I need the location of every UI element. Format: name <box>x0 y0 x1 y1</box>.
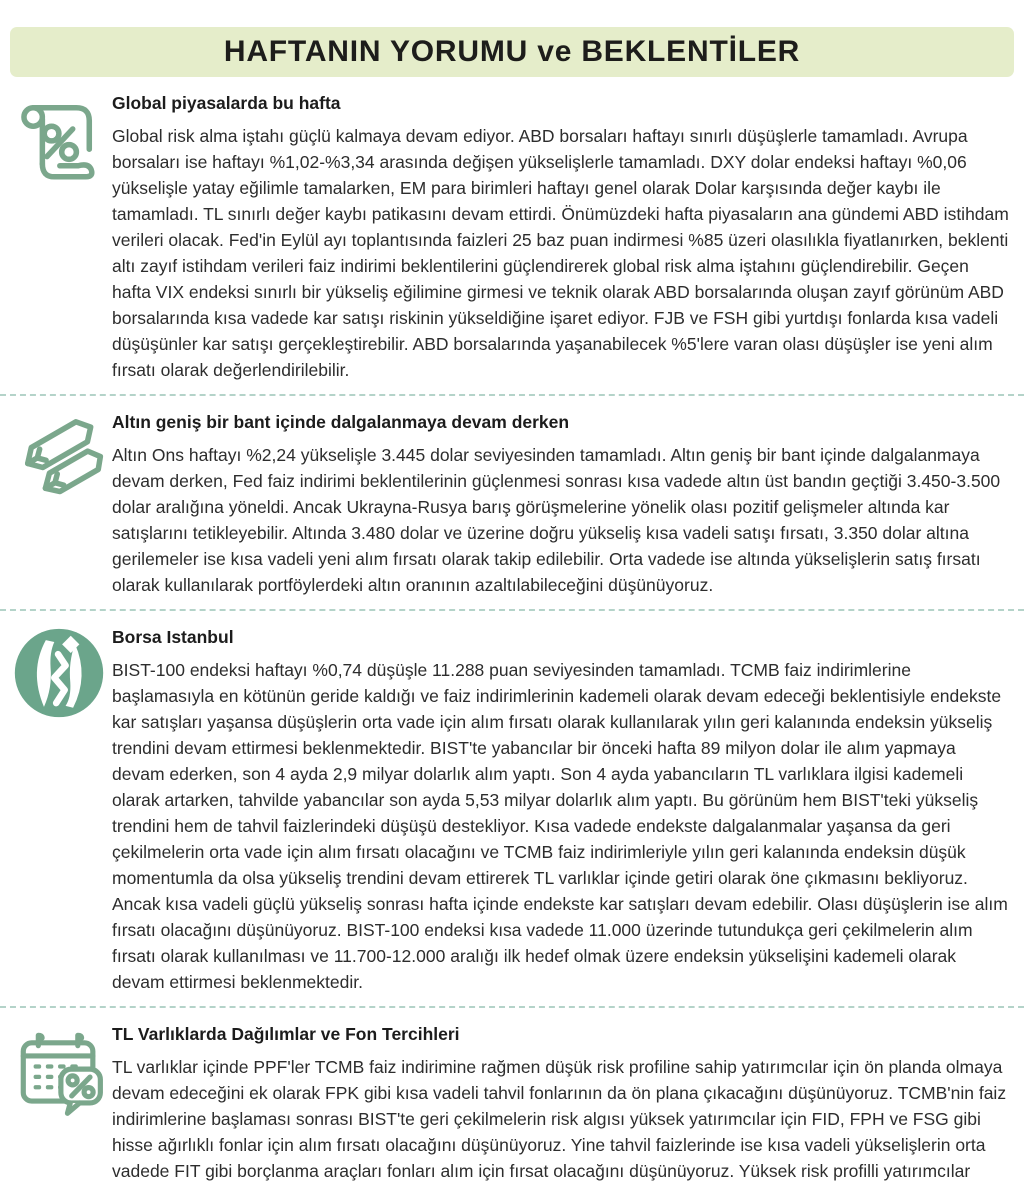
page-header <box>10 27 1014 77</box>
section-global-markets <box>0 77 1024 394</box>
section-gold <box>0 396 1024 609</box>
bist-logo-icon <box>12 624 112 720</box>
calendar-percent-icon <box>12 1021 112 1119</box>
section-title: TL Varlıklarda Dağılımlar ve Fon Tercihleri <box>112 1024 460 1044</box>
section-title: Global piyasalarda bu hafta <box>112 93 341 113</box>
section-body: Altın Ons haftayı %2,24 yükselişle 3.445 dolar seviyesinden tamamladı. Altın geniş bir bant içinde dalgalanmaya devam derken, Fed faiz indirimi beklentilerinin güçlenmesi sonrası kısa vadede altın üst bandın geçtiği 3.450-3.500 dolar aralığına yöneldi. Ancak Ukrayna-Rusya barış görüşmelerine yönelik olası pozitif gelişmeler altında kar satışlarını tetikleyebilir. Altında 3.480 dolar ve üzerine doğru yükseliş kısa vadeli satışı fırsatı, 3.350 dolar altına gerilemeler ise kısa vadeli yeni alım fırsatı olarak takip edilebilir. Orta vadede ise altında yükselişlerin satış fırsatı olarak kullanılarak portföylerdeki altın oranının azaltılabileceğini düşünüyoruz. <box>112 445 1001 595</box>
percent-scroll-icon <box>12 90 112 188</box>
section-body: TL varlıklar içinde PPF'ler TCMB faiz indirimine rağmen düşük risk profiline sahip yatırımcılar için ön planda olmaya devam edeceğini ek olarak FPK gibi kısa vadeli tahvil fonlarının da ön plana çıkacağını düşünüyoruz. TCMB'nin faiz indirimlerine başlaması sonrası BIST'te geri çekilmelerin risk algısı yüksek yatırımcılar için FID, FPH ve FSG gibi hisse ağırlıklı fonlar için alım fırsatı olacağını düşünüyoruz. Yine tahvil faizlerinde ise kısa vadeli yükselişlerin orta vadede FIT gibi borçlanma araçları fonları alım için fırsat olacağını düşünüyoruz. Yüksek risk profilli yatırımcılar <box>112 1057 1007 1181</box>
section-tl-funds <box>0 1008 1024 1195</box>
page-title: HAFTANIN YORUMU ve BEKLENTİLER <box>223 35 801 68</box>
section-title: Borsa Istanbul <box>112 627 234 647</box>
section-body: Global risk alma iştahı güçlü kalmaya devam ediyor. ABD borsaları haftayı sınırlı düşüşlerle tamamladı. Avrupa borsaları ise haftayı %1,02-%3,34 arasında değişen yükselişlerle tamamladı. DXY dolar endeksi haftayı %0,06 yükselişle yatay eğilimle tamalarken, EM para birimleri haftayı genel olarak Dolar karşısında değer kaybı ile tamamladı. TL sınırlı değer kaybı patikasını devam ettirdi. Önümüzdeki hafta piyasaların ana gündemi ABD istihdam verileri olacak. Fed'in Eylül ayı toplantısında faizleri 25 baz puan indirmesi %85 üzeri olasılıkla fiyatlanırken, beklenti altı zayıf istihdam verileri faiz indirimi beklentilerini güçlendirerek global risk alma iştahını güçlendirebilir. Geçen hafta VIX endeksi sınırlı bir yükseliş eğilimine girmesi ve teknik olarak ABD borsalarında oluşan zayıf görünüm ABD borsalarında kısa vadede kar satışı riskinin yükseldiğine işaret ediyor. FJB ve FSH gibi yurtdışı fonlarda kısa vadeli düşüşünler kar satışı gerçekleştirebilir. ABD borsalarında yaşanabilecek %5'lere varan olası düşüşler ise yeni alım fırsatı olarak değerlendirilebilir. <box>112 126 1009 380</box>
section-title: Altın geniş bir bant içinde dalgalanmaya devam derken <box>112 412 570 432</box>
gold-bars-icon <box>12 409 112 503</box>
section-borsa-istanbul <box>0 611 1024 1006</box>
section-body: BIST-100 endeksi haftayı %0,74 düşüşle 11.288 puan seviyesinden tamamladı. TCMB faiz indirimlerine başlamasıyla en kötünün geride kaldığı ve faiz indirimlerinin kademeli olarak devam edeceği beklentisiyle endekste kar satışları yaşansa düşüşlerin orta vade için alım fırsatı olarak kullanılarak yılın geri kalanında endeksin yükseliş trendini devam ettirmesi beklenmektedir. BIST'te yabancılar bir önceki hafta 89 milyon dolar ile alım yapmaya devam ederken, son 4 ayda 2,9 milyar dolarlık alım yaptı. Son 4 ayda yabancıların TL varlıklara ilgisi kademeli olarak artarken, tahvilde yabancılar son ayda 5,53 milyar dolarlık alım yaptı. Bu görünüm hem BIST'teki yükseliş trendini hem de tahvil faizlerindeki düşüşü destekliyor. Kısa vadede endekste dalgalanmalar yaşansa da geri çekilmelerin orta vade için alım fırsatı olacağını ve TCMB faiz indirimleriyle yılın geri kalanında endeksin düşük momentumla da olsa yükseliş trendini devam ettirerek TL varlıklar içinde getiri olarak öne çıkmasını bekliyoruz. Ancak kısa vadeli güçlü yükseliş sonrası hafta içinde endekste kar satışları devam edebilir. Olası düşüşlerin ise alım fırsatı olacağını düşünüyoruz. BIST-100 endeksi kısa vadede 11.000 üzerinde tutundukça geri çekilmelerin alım fırsatı olarak kullanılması ve 11.700-12.000 aralığı ilk hedef olmak üzere endeksin yükselişini kademeli olarak devam ettirmesi beklenmektedir. <box>112 660 1008 992</box>
